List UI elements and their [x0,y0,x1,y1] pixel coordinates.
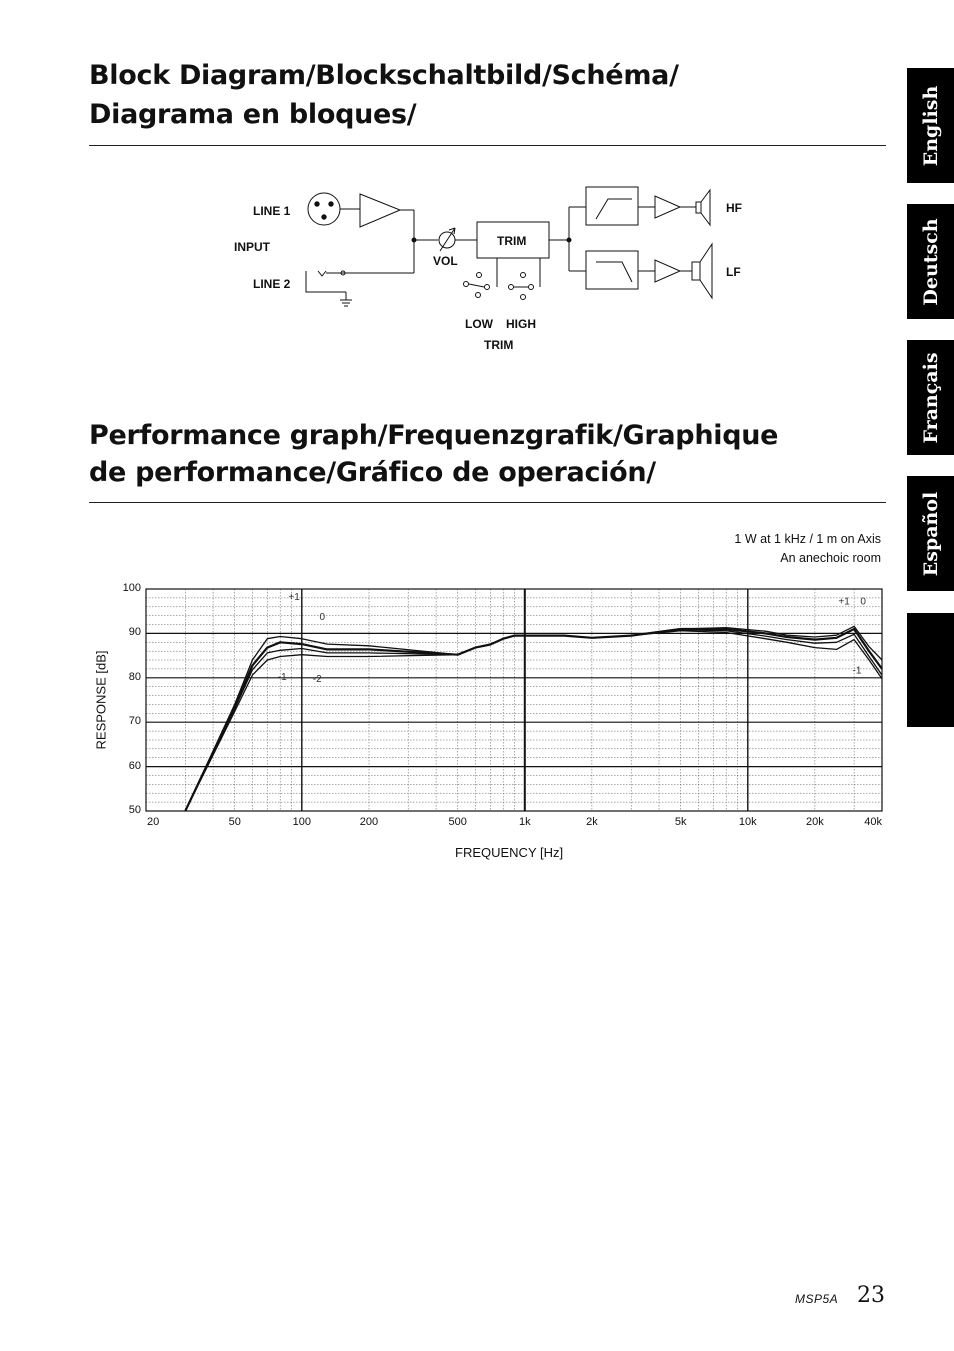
trim-block-label: TRIM [497,234,527,248]
y-tick-label: 80 [128,670,141,683]
tab-english-label: English [919,85,942,166]
x-tick-label: 2k [586,816,598,828]
hf-label: HF [726,201,742,215]
tab-deutsch-label: Deutsch [919,217,942,306]
curve-annotation: -2 [312,674,322,686]
high-label: HIGH [506,317,536,331]
x-tick-label: 20k [806,816,824,828]
x-tick-label: 10k [738,816,757,828]
x-tick-label: 5k [674,816,687,828]
y-axis-title: RESPONSE [dB] [93,650,109,750]
y-tick-label: 50 [128,804,141,816]
series-line-3 [185,631,882,811]
conditions-line-2: An anechoic room [780,551,881,565]
x-tick-label: 500 [448,816,467,828]
curve-annotation: 0 [319,612,326,624]
low-label: LOW [465,317,493,331]
tab-francais-label: Français [919,351,942,444]
page-number: 23 [857,1283,885,1308]
y-tick-label: 60 [128,759,141,772]
curve-annotation: +1 [288,592,300,604]
x-axis-title: FREQUENCY [Hz] [455,845,564,860]
footer-model: MSP5A [795,1292,839,1306]
tab-espanol-label: Español [919,491,942,576]
y-tick-label: 90 [128,626,141,639]
performance-title-line-2: de performance/Gráfico de operación/ [89,457,656,488]
block-diagram-title-line-2: Diagrama en bloques/ [89,99,417,130]
series-line-2 [185,630,882,811]
x-tick-label: 50 [228,816,241,828]
x-tick-label: 40k [864,816,882,828]
y-tick-label: 70 [128,715,141,728]
x-tick-label: 100 [292,816,312,828]
curve-annotation: +1 [838,596,850,608]
curve-annotation: -1 [277,672,287,683]
x-tick-label: 200 [359,816,379,828]
input-label: INPUT [234,240,270,254]
curve-annotation: 0 [860,596,866,608]
line2-label: LINE 2 [253,277,291,291]
plot-frame [146,589,882,811]
vol-label: VOL [433,254,458,268]
lf-label: LF [726,265,741,279]
x-tick-label: 20 [147,816,160,828]
conditions-line-1: 1 W at 1 kHz / 1 m on Axis [734,532,881,546]
series-line-0 [185,626,882,811]
y-tick-label: 100 [122,582,141,594]
line1-label: LINE 1 [253,204,291,218]
block-diagram-title-line-1: Block Diagram/Blockschaltbild/Schéma/ [89,60,679,91]
performance-title-line-1: Performance graph/Frequenzgrafik/Graphique [89,420,779,451]
trim-switch-label: TRIM [484,338,514,352]
curve-annotation: -1 [852,665,862,677]
x-tick-label: 1k [518,816,531,828]
